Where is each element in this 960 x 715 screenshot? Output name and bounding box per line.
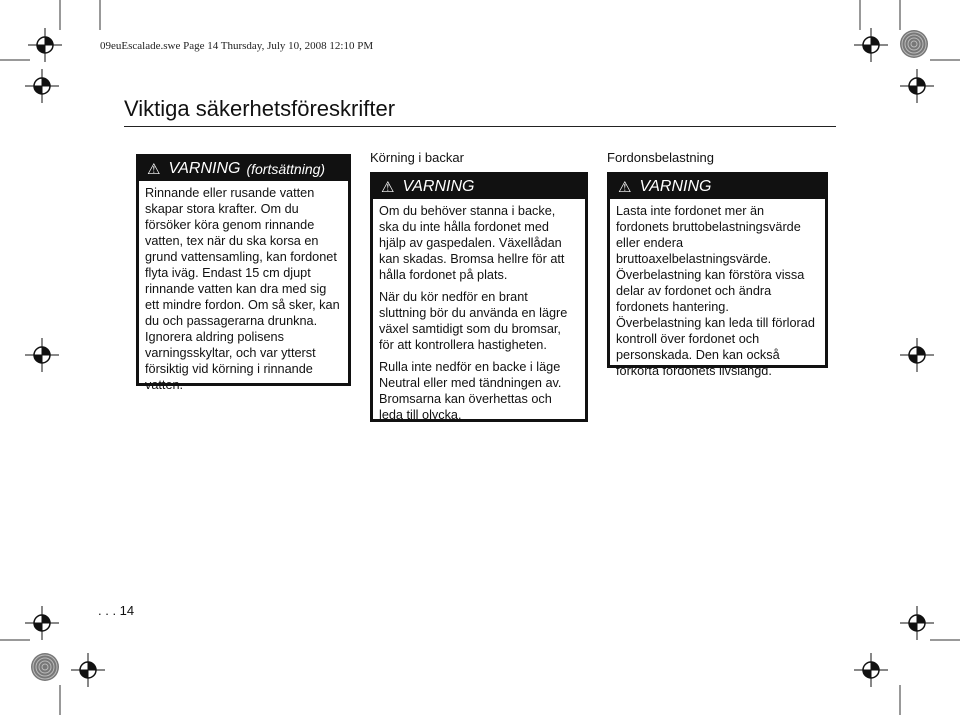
warning-body [373,199,585,435]
title-rule [124,126,836,127]
section-heading-hills: Körning i backar [370,150,464,165]
warning-header [373,175,585,199]
warning-triangle-icon: ⚠ [618,179,632,196]
warning-body [139,181,348,405]
page-number: . . . 14 [98,603,135,618]
section-heading-load: Fordonsbelastning [607,150,714,165]
warning-header [139,157,348,181]
warning-subtitle: (fortsättning) [246,161,326,177]
warning-title: VARNING [639,178,712,195]
warning-box-hills [370,172,588,422]
warning-paragraph: Lasta inte fordonet mer än fordonets bruttobelastningsvärde eller endera bruttoaxelbelastningsvärde. Överbelastning kan förstöra vissa delar av fordonet och ändra fordonets hantering. Överbelastning kan leda till förlorad kontroll över fordonet och personskada. Den kan också förkorta fordonets livslängd. [616,204,815,378]
warning-title: VARNING [402,178,475,195]
warning-box-load [607,172,828,378]
warning-header [610,175,825,199]
warning-paragraph: Om du behöver stanna i backe, ska du inte hålla fordonet med hjälp av gaspedalen. Växellådan kan skadas. Bromsa hellre för att hålla fordonet på plats. [379,204,565,282]
warning-triangle-icon: ⚠ [381,179,395,196]
warning-title: VARNING [168,160,241,177]
warning-body [610,199,825,391]
warning-paragraph: När du kör nedför en brant sluttning bör du använda en lägre växel samtidigt som du bromsar, för att kontrollera hastigheten. [379,290,568,352]
warning-paragraph: Rinnande eller rusande vatten skapar stora krafter. Om du försöker köra genom rinnande vatten, tex när du ska korsa en grund vattensamling, kan fordonet flyta iväg. Endast 15 cm djupt rinnande vatten kan dra med sig ett mindre fordon. Om så sker, kan du och passagerarna drunkna. Ignorera aldring polisens varningsskyltar, och var ytterst försiktig vid körning i rinnande vatten. [145,186,340,392]
print-slug: 09euEscalade.swe Page 14 Thursday, July 10, 2008 12:10 PM [100,40,374,52]
warning-paragraph: Rulla inte nedför en backe i läge Neutral eller med tändningen av. Bromsarna kan överhettas och leda till olycka. [379,360,562,422]
warning-box-water [136,154,351,392]
page-title: Viktiga säkerhetsföreskrifter [124,96,396,121]
warning-triangle-icon: ⚠ [147,161,161,178]
